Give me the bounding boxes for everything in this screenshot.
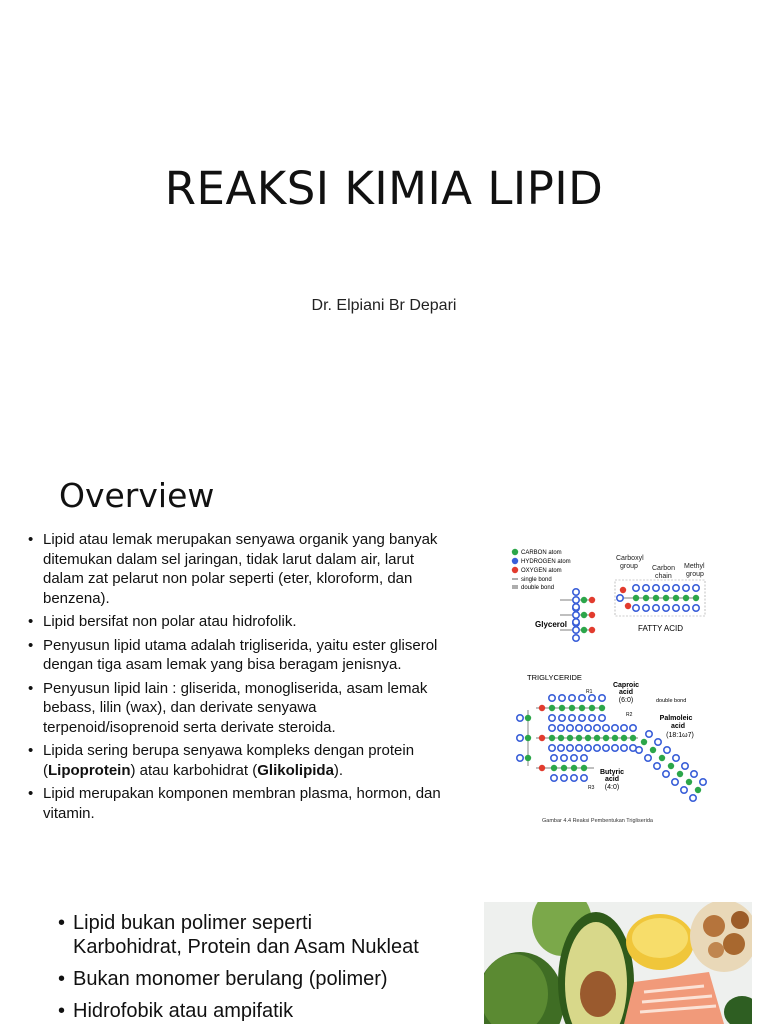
bullet-text: benzena). (43, 589, 110, 607)
hydrogen-atom-icon (585, 725, 591, 731)
double-bond-label: double bond (656, 698, 687, 704)
bullet-text: ) atau karbohidrat ( (130, 761, 258, 779)
hydrogen-atom-icon (551, 775, 557, 781)
bullet-marker: • (28, 636, 34, 654)
carbon-chain-label: Carbon (652, 565, 675, 572)
carbon-atom-icon (549, 735, 555, 741)
bullet-text: Lipida sering berupa senyawa kompleks dengan protein (43, 742, 415, 759)
hydrogen-atom-icon (633, 605, 639, 611)
bullet-text: vitamin. (43, 804, 95, 822)
hydrogen-atom-icon (612, 745, 618, 751)
glycerol-molecule (560, 589, 595, 641)
oil-surface-icon (632, 918, 688, 958)
bullet-text: bebass, lilin (wax), dan derivate senyawa (43, 699, 317, 716)
carbon-atom-icon (585, 735, 591, 741)
hydrogen-atom-icon (573, 597, 579, 603)
carbon-atom-icon (589, 705, 595, 711)
hazelnut-icon (708, 942, 724, 958)
oxygen-atom-icon (512, 567, 518, 573)
carboxyl-label: Carboxyl (616, 555, 644, 562)
hydrogen-atom-icon (567, 745, 573, 751)
hydrogen-atom-icon (517, 715, 523, 721)
bullet-marker: • (28, 742, 34, 759)
carbon-atom-icon (695, 787, 701, 793)
hydrogen-atom-icon (682, 763, 688, 769)
carbon-atom-icon (525, 735, 531, 741)
caproic-label: Caproic (612, 682, 640, 689)
hydrogen-atom-icon (549, 695, 555, 701)
hydrogen-atom-icon (636, 747, 642, 753)
hydrogen-atom-icon (690, 795, 696, 801)
bullet-text: Lipid bukan polimer seperti (73, 912, 313, 934)
hydrogen-atom-icon (561, 775, 567, 781)
bullet-text: dengan tiga asam lemak yang bisa beragam jenisnya. (43, 656, 402, 673)
butyric-label: (4:0) (604, 784, 620, 791)
legend-label: double bond (521, 585, 555, 591)
carbon-atom-icon (677, 771, 683, 777)
oxygen-atom-icon (589, 612, 595, 618)
oxygen-atom-icon (589, 597, 595, 603)
carbon-atom-icon (621, 735, 627, 741)
properties-bullet-list (58, 911, 468, 1031)
hydrogen-atom-icon (672, 779, 678, 785)
hydrogen-atom-icon (585, 745, 591, 751)
carbon-atom-icon (643, 595, 649, 601)
list-item (28, 741, 480, 780)
bullet-marker: • (28, 679, 34, 697)
carbon-atom-icon (653, 595, 659, 601)
carbon-atom-icon (525, 755, 531, 761)
carbon-atom-icon (673, 595, 679, 601)
hydrogen-atom-icon (576, 725, 582, 731)
methyl-label: group (686, 571, 704, 578)
hydrogen-atom-icon (579, 695, 585, 701)
carbon-atom-icon (612, 735, 618, 741)
carbon-atom-icon (551, 765, 557, 771)
hydrogen-atom-icon (558, 725, 564, 731)
hydrogen-atom-icon (549, 725, 555, 731)
carbon-atom-icon (576, 735, 582, 741)
hydrogen-atom-icon (576, 745, 582, 751)
hydrogen-atom-icon (571, 775, 577, 781)
hydrogen-atom-icon (693, 585, 699, 591)
carbon-atom-icon (650, 747, 656, 753)
bullet-text: ). (333, 761, 344, 779)
hydrogen-atom-icon (573, 619, 579, 625)
hydrogen-atom-icon (691, 771, 697, 777)
hydrogen-atom-icon (655, 739, 661, 745)
carbon-atom-icon (567, 735, 573, 741)
walnut-icon (703, 915, 725, 937)
legend-label: CARBON atom (521, 550, 562, 556)
hydrogen-atom-icon (573, 604, 579, 610)
list-item (58, 999, 468, 1023)
hydrogen-atom-icon (643, 605, 649, 611)
hydrogen-atom-icon (621, 725, 627, 731)
triglyceride-diagram (508, 542, 728, 832)
walnut-icon (723, 933, 745, 955)
hydrogen-atom-icon (603, 745, 609, 751)
lipid-properties-slide (0, 878, 768, 1024)
list-item (28, 612, 480, 632)
oxygen-atom-icon (539, 735, 545, 741)
bullet-text: ditemukan dalam sel jaringan, tidak larut dalam air, larut (43, 550, 415, 568)
hydrogen-atom-icon (612, 725, 618, 731)
carbon-atom-icon (581, 612, 587, 618)
carbon-atom-icon (693, 595, 699, 601)
hydrogen-atom-icon (549, 745, 555, 751)
hydrogen-atom-icon (517, 755, 523, 761)
list-item (28, 784, 480, 823)
carbon-atom-icon (633, 595, 639, 601)
hydrogen-atom-icon (683, 585, 689, 591)
caproic-label: acid (618, 689, 634, 696)
carboxyl-label: group (620, 563, 638, 570)
hydrogen-atom-icon (599, 695, 605, 701)
caproic-label: (6:0) (618, 697, 634, 704)
overview-slide (0, 460, 768, 855)
hydrogen-atom-icon (561, 755, 567, 761)
list-item (28, 530, 480, 608)
hydrogen-atom-icon (643, 585, 649, 591)
bullet-text: Karbohidrat, Protein dan Asam Nukleat (73, 936, 419, 958)
hydrogen-atom-icon (653, 585, 659, 591)
bullet-text: Penyusun lipid lain : gliserida, monogliserida, asam lemak (43, 679, 428, 697)
hydrogen-atom-icon (581, 755, 587, 761)
carbon-atom-icon (549, 705, 555, 711)
carbon-atom-icon (668, 763, 674, 769)
bullet-marker: • (58, 968, 66, 990)
hydrogen-atom-icon (549, 715, 555, 721)
hydrogen-atom-icon (599, 715, 605, 721)
oxygen-atom-icon (620, 587, 626, 593)
carbon-atom-icon (558, 735, 564, 741)
hydrogen-atom-icon (664, 747, 670, 753)
hydrogen-atom-icon (663, 771, 669, 777)
hydrogen-atom-icon (633, 585, 639, 591)
hydrogen-atom-icon (663, 585, 669, 591)
hydrogen-atom-icon (654, 763, 660, 769)
carbon-atom-icon (630, 735, 636, 741)
diagram-caption: Gambar 4.4 Reaksi Pembentukan Trigliserida (542, 818, 653, 824)
avocado-pit-icon (580, 971, 616, 1017)
hydrogen-atom-icon (579, 715, 585, 721)
palmoleic-label: (18:1ω7) (666, 732, 694, 739)
bullet-marker: • (28, 613, 34, 630)
r1-label: R1 (586, 689, 593, 695)
butyric-label: acid (604, 776, 620, 783)
hazelnut-icon (731, 911, 749, 929)
bullet-marker: • (58, 912, 66, 934)
hydrogen-atom-icon (645, 755, 651, 761)
hydrogen-atom-icon (700, 779, 706, 785)
hydrogen-atom-icon (673, 755, 679, 761)
hydrogen-atom-icon (693, 605, 699, 611)
slide-subtitle: Dr. Elpiani Br Depari (311, 297, 457, 314)
r3-label: R3 (588, 785, 595, 791)
hydrogen-atom-icon (569, 695, 575, 701)
hydrogen-atom-icon (517, 735, 523, 741)
hydrogen-atom-icon (567, 725, 573, 731)
hydrogen-atom-icon (558, 745, 564, 751)
bullet-text: Hidrofobik atau ampifatik (73, 1000, 294, 1022)
hydrogen-atom-icon (559, 715, 565, 721)
legend-label: OXYGEN atom (521, 568, 562, 574)
carbon-atom-icon (512, 549, 518, 555)
carbon-atom-icon (594, 735, 600, 741)
list-item (58, 911, 468, 959)
hydrogen-atom-icon (551, 755, 557, 761)
bullet-text: terpenoid/isoprenoid serta derivate steroida. (43, 718, 336, 736)
legend-label: HYDROGEN atom (521, 559, 571, 565)
hydrogen-atom-icon (573, 612, 579, 618)
lipoprotein-term: Lipoprotein (48, 761, 131, 779)
hydrogen-atom-icon (663, 605, 669, 611)
list-item (28, 636, 480, 675)
slide-title: REAKSI KIMIA LIPID (164, 162, 604, 215)
hydrogen-atom-icon (573, 627, 579, 633)
list-item (28, 679, 480, 738)
bullet-text: ( (43, 761, 48, 779)
hydrogen-atom-icon (673, 585, 679, 591)
bullet-text: Bukan monomer berulang (polimer) (73, 968, 388, 990)
hydrogen-atom-icon (569, 715, 575, 721)
carbon-atom-icon (581, 765, 587, 771)
bullet-text: Lipid atau lemak merupakan senyawa organik yang banyak (43, 531, 438, 548)
hydrogen-atom-icon (683, 605, 689, 611)
bullet-marker: • (28, 785, 34, 802)
hydrogen-atom-icon (653, 605, 659, 611)
hydrogen-atom-icon (681, 787, 687, 793)
bullet-text: Lipid merupakan komponen membran plasma, hormon, dan (43, 785, 441, 802)
hydrogen-atom-icon (617, 595, 623, 601)
list-item (58, 967, 468, 991)
r2-label: R2 (626, 712, 633, 718)
hydrogen-atom-icon (581, 775, 587, 781)
hydrogen-atom-icon (603, 725, 609, 731)
carbon-atom-icon (663, 595, 669, 601)
palmoleic-label: acid (670, 723, 686, 730)
hydrogen-atom-icon (630, 725, 636, 731)
fatty-acid-molecule (617, 585, 699, 611)
oxygen-atom-icon (589, 627, 595, 633)
legend-label: single bond (521, 577, 552, 583)
hydrogen-atom-icon (673, 605, 679, 611)
overview-title: Overview (59, 476, 215, 515)
hydrogen-atom-icon (573, 635, 579, 641)
palmoleic-label: Palmoleic (659, 715, 693, 722)
carbon-atom-icon (559, 705, 565, 711)
bullet-marker: • (58, 1000, 66, 1022)
carbon-atom-icon (603, 735, 609, 741)
hydrogen-atom-icon (559, 695, 565, 701)
carbon-atom-icon (686, 779, 692, 785)
carbon-atom-icon (683, 595, 689, 601)
carbon-atom-icon (581, 597, 587, 603)
methyl-label: Methyl (684, 563, 705, 570)
hydrogen-atom-icon (589, 695, 595, 701)
glycerol-label: Glycerol (535, 620, 568, 629)
hydrogen-atom-icon (589, 715, 595, 721)
glikolipida-term: Glikolipida (257, 761, 334, 779)
carbon-atom-icon (569, 705, 575, 711)
bullet-text: Lipid bersifat non polar atau hidrofolik. (43, 613, 297, 630)
carbon-atom-icon (659, 755, 665, 761)
overview-bullet-list (28, 530, 480, 827)
food-photo (484, 902, 752, 1024)
carbon-atom-icon (561, 765, 567, 771)
oxygen-atom-icon (539, 765, 545, 771)
oxygen-atom-icon (625, 603, 631, 609)
bullet-text: Penyusun lipid utama adalah trigliserida, yaitu ester gliserol (43, 636, 438, 654)
carbon-chain-label: chain (655, 573, 672, 580)
oxygen-atom-icon (539, 705, 545, 711)
carbon-atom-icon (525, 715, 531, 721)
title-slide (0, 0, 768, 440)
hydrogen-atom-icon (512, 558, 518, 564)
hydrogen-atom-icon (621, 745, 627, 751)
carbon-atom-icon (599, 705, 605, 711)
carbon-atom-icon (641, 739, 647, 745)
fatty-acid-label: FATTY ACID (638, 624, 684, 633)
carbon-atom-icon (581, 627, 587, 633)
hydrogen-atom-icon (571, 755, 577, 761)
carbon-atom-icon (579, 705, 585, 711)
hydrogen-atom-icon (594, 725, 600, 731)
hydrogen-atom-icon (646, 731, 652, 737)
diagram-legend (512, 549, 571, 591)
bullet-text: dalam zat pelarut non polar seperti (eter, kloroform, dan (43, 570, 413, 587)
bullet-marker: • (28, 531, 34, 548)
triglyceride-label: TRIGLYCERIDE (527, 673, 582, 682)
hydrogen-atom-icon (573, 589, 579, 595)
hydrogen-atom-icon (594, 745, 600, 751)
butyric-label: Butyric (599, 769, 625, 776)
carbon-atom-icon (571, 765, 577, 771)
